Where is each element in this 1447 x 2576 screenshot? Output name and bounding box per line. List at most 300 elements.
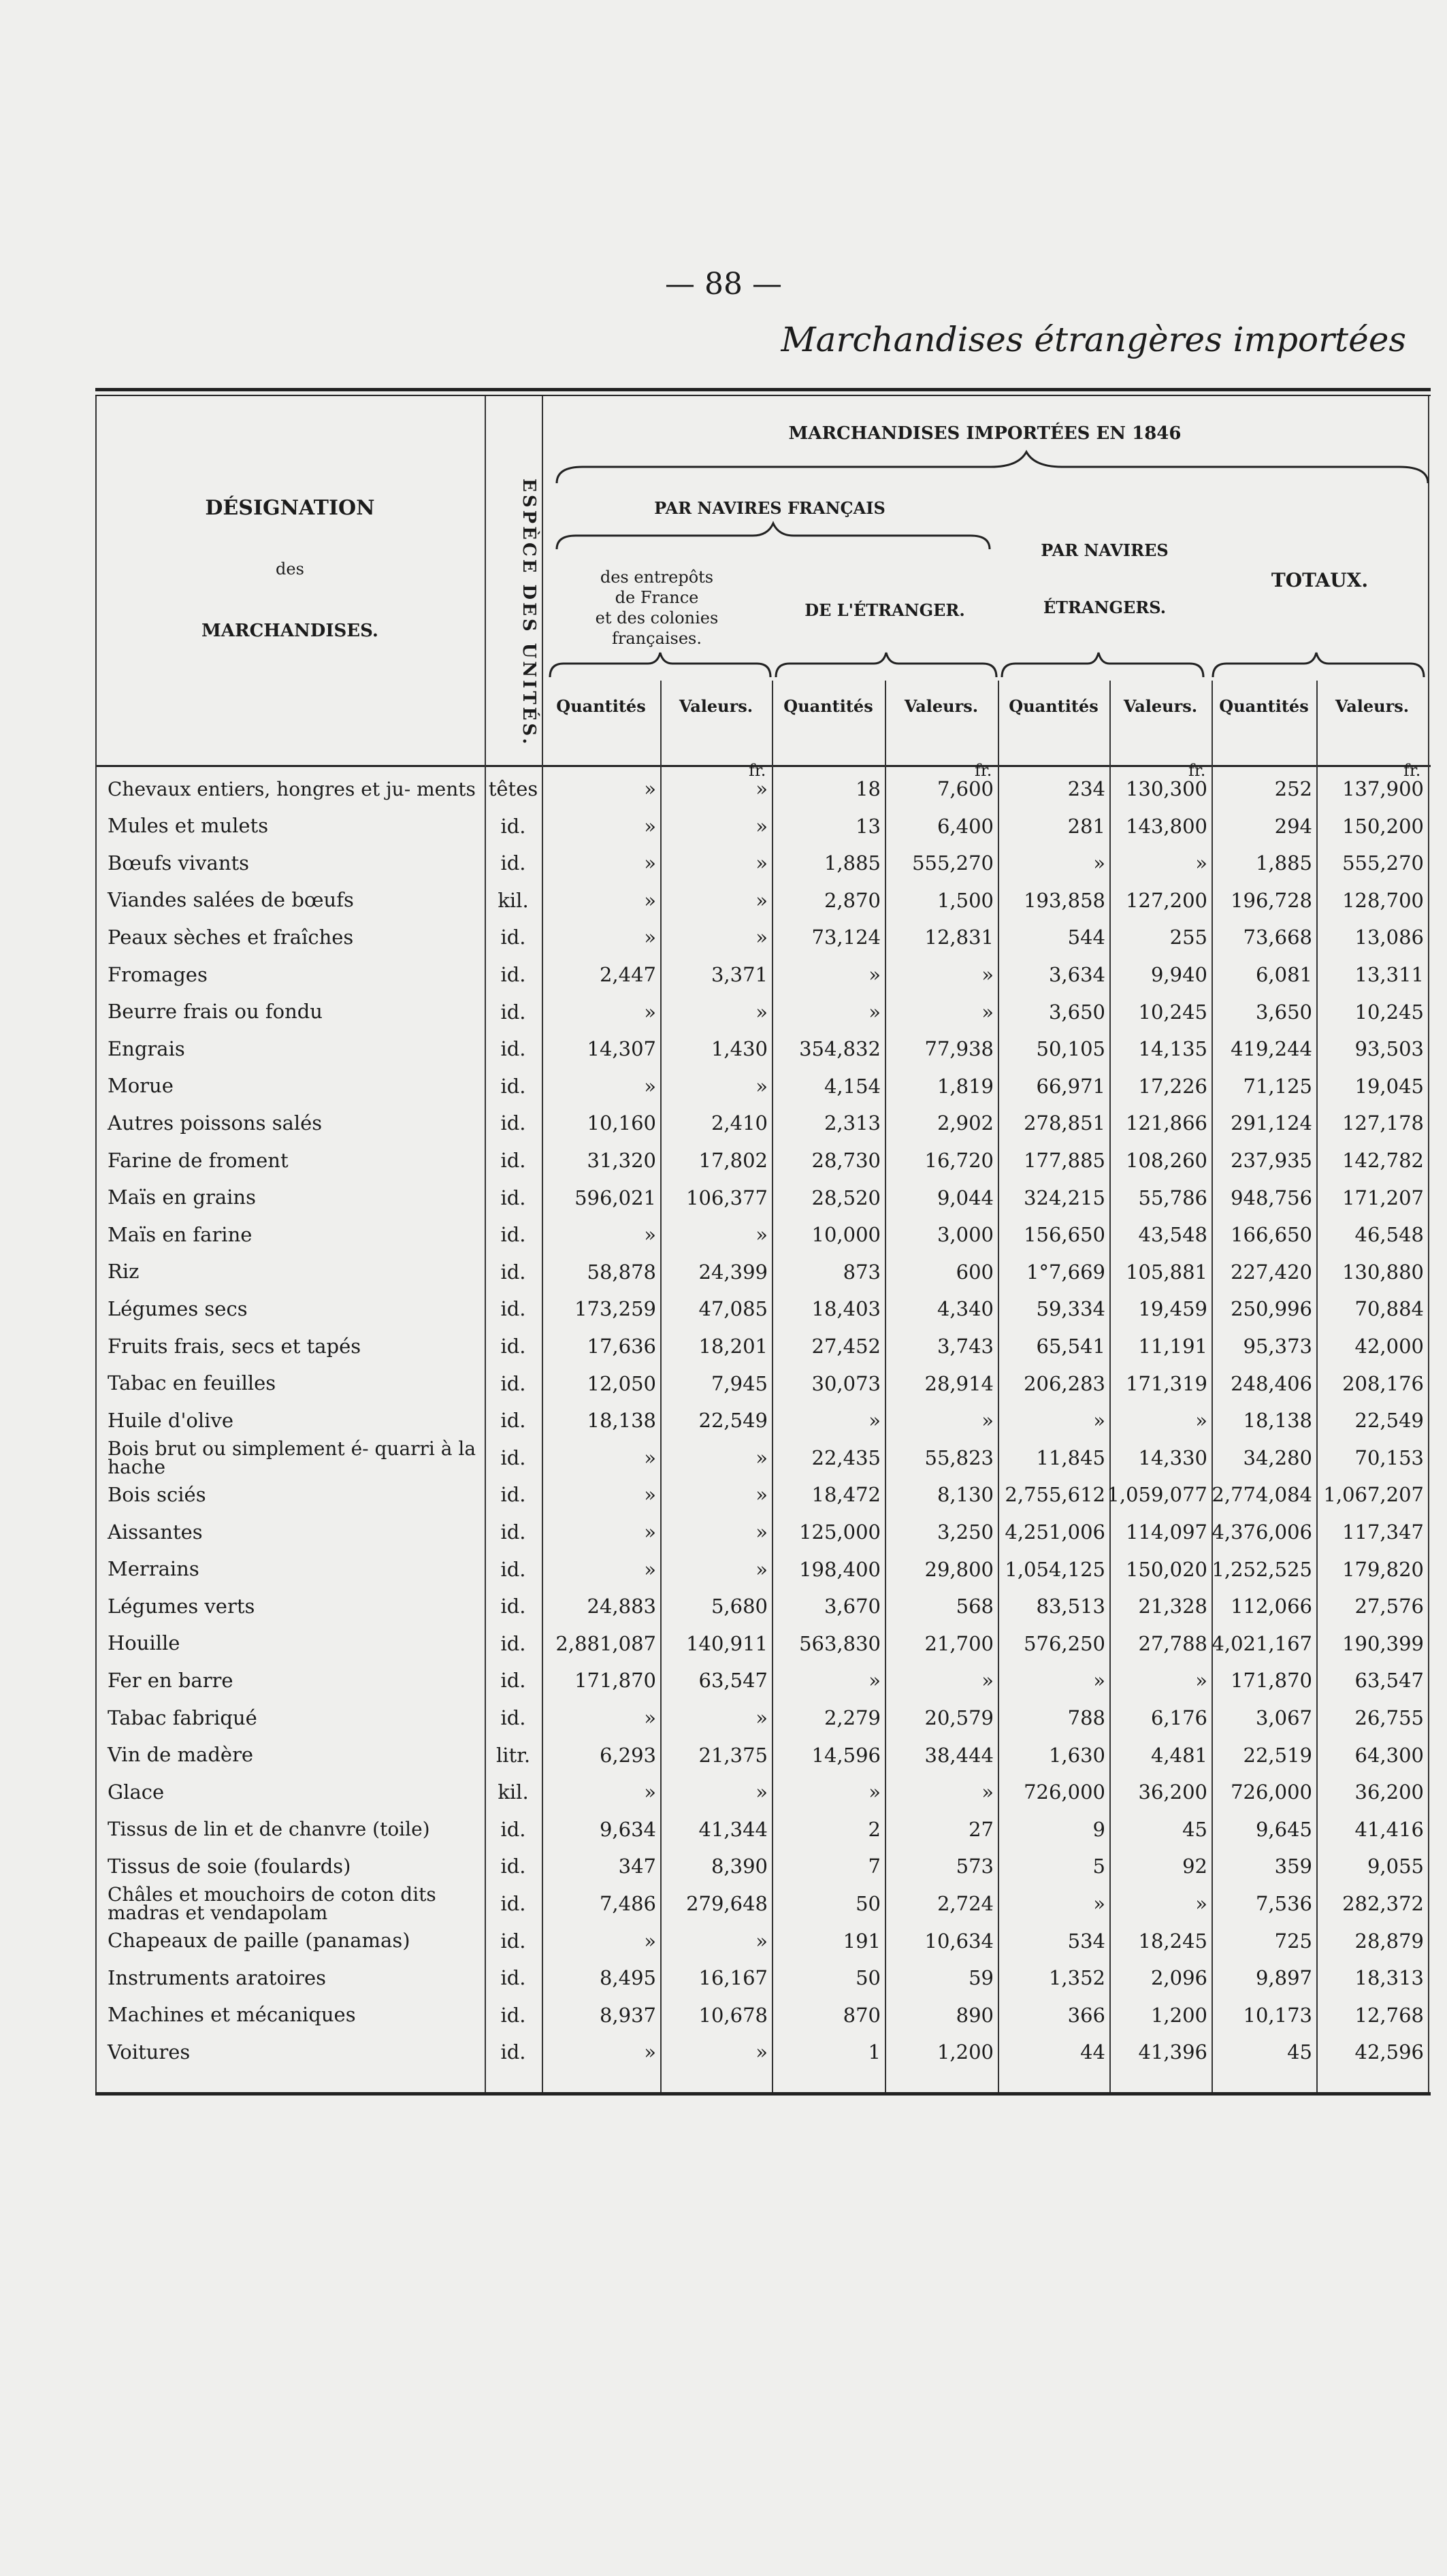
cell-q3: 44: [1080, 2040, 1105, 2064]
table-row: [95, 1811, 1431, 1848]
page-subtitle: Marchandises étrangères importées: [781, 320, 1406, 359]
cell-v1: »: [755, 1446, 768, 1469]
col-q3: Quantités: [1009, 696, 1099, 716]
main-title: MARCHANDISES IMPORTÉES EN 1846: [788, 423, 1182, 444]
cell-unit: id.: [500, 1074, 526, 1098]
col-qt: Quantités: [1219, 696, 1309, 716]
cell-v1: 279,648: [686, 1892, 768, 1915]
cell-q3: 324,215: [1024, 1186, 1105, 1209]
cell-name: Houille: [108, 1631, 180, 1655]
cell-v1: 7,945: [711, 1371, 768, 1395]
cell-q2: 22,435: [811, 1446, 881, 1469]
cell-unit: id.: [500, 1149, 526, 1172]
cell-name: Huile d'olive: [108, 1408, 233, 1432]
cell-vt: 13,086: [1354, 926, 1424, 949]
cell-v2: 38,444: [924, 1743, 994, 1767]
cell-q1: 596,021: [574, 1186, 656, 1209]
cell-qt: 227,420: [1231, 1260, 1312, 1284]
table-row: [95, 1699, 1431, 1736]
cell-q3: 3,634: [1048, 963, 1105, 986]
cell-unit: id.: [500, 2040, 526, 2064]
cell-v1: »: [755, 851, 768, 875]
cell-q3: 193,858: [1024, 888, 1105, 912]
cell-qt: 359: [1274, 1855, 1312, 1878]
cell-unit: id.: [500, 1223, 526, 1247]
cell-v2: 3,250: [937, 1520, 994, 1544]
cell-q2: 2: [868, 1817, 881, 1841]
cell-v2: 890: [956, 2003, 994, 2027]
cell-v1: 47,085: [698, 1297, 768, 1321]
cell-v2: 3,000: [937, 1223, 994, 1247]
cell-q1: »: [644, 1557, 656, 1581]
cell-qt: 18,138: [1243, 1409, 1312, 1433]
cell-q1: »: [644, 1223, 656, 1247]
cell-q3: 1,352: [1048, 1966, 1105, 1990]
col-v3: Valeurs.: [1123, 696, 1198, 716]
cell-q1: »: [644, 1446, 656, 1469]
table-row: [95, 808, 1431, 845]
cell-v3: 55,786: [1138, 1186, 1207, 1209]
table-row: [95, 1402, 1431, 1439]
cell-qt: 6,081: [1255, 963, 1312, 986]
cell-vt: 28,879: [1354, 1929, 1424, 1953]
cell-q3: »: [1093, 851, 1105, 875]
cell-q2: 563,830: [799, 1631, 881, 1655]
cell-v3: 27,788: [1138, 1631, 1207, 1655]
cell-v2: 4,340: [937, 1297, 994, 1321]
cell-q3: 156,650: [1024, 1223, 1105, 1247]
cell-q2: 2,279: [824, 1706, 881, 1729]
cell-vt: 13,311: [1354, 963, 1424, 986]
cell-qt: 294: [1274, 814, 1312, 838]
table-top-rule: [95, 388, 1431, 391]
cell-v1: 18,201: [698, 1335, 768, 1358]
cell-v2: 77,938: [924, 1037, 994, 1061]
cell-q1: »: [644, 1483, 656, 1507]
cell-v2: 8,130: [937, 1483, 994, 1507]
cell-q1: 12,050: [587, 1371, 656, 1395]
cell-vt: 93,503: [1354, 1037, 1424, 1061]
table-row: [95, 956, 1431, 993]
cell-q2: 50: [856, 1892, 881, 1915]
cell-v3: 92: [1182, 1855, 1207, 1878]
cell-vt: 41,416: [1354, 1817, 1424, 1841]
col-v1: Valeurs.: [679, 696, 753, 716]
cell-v3: 6,176: [1150, 1706, 1207, 1729]
cell-v3: 14,330: [1138, 1446, 1207, 1469]
cell-v3: 2,096: [1150, 1966, 1207, 1990]
cell-q3: 1,054,125: [1005, 1557, 1105, 1581]
cell-unit: id.: [500, 1111, 526, 1135]
currency-label-v1: fr.: [749, 761, 766, 780]
cell-vt: 27,576: [1354, 1595, 1424, 1618]
cell-vt: 18,313: [1354, 1966, 1424, 1990]
cell-name: Aissantes: [108, 1520, 203, 1544]
cell-q1: »: [644, 851, 656, 875]
col-q2: Quantités: [783, 696, 873, 716]
cell-vt: 282,372: [1342, 1892, 1424, 1915]
column-pair-braces: [549, 650, 1433, 680]
cell-vt: 70,153: [1354, 1446, 1424, 1469]
cell-qt: 726,000: [1231, 1780, 1312, 1804]
table-row: [95, 1625, 1431, 1662]
page-number: — 88 —: [665, 267, 782, 301]
cell-q1: 2,447: [599, 963, 656, 986]
cell-qt: 1,252,525: [1212, 1557, 1312, 1581]
cell-q2: 3,670: [824, 1595, 881, 1618]
cell-name: Chapeaux de paille (panamas): [108, 1929, 410, 1953]
cell-v3: »: [1195, 1669, 1207, 1693]
cell-qt: 252: [1274, 777, 1312, 800]
cell-name: Chevaux entiers, hongres et ju- ments: [108, 777, 476, 800]
cell-v3: 108,260: [1126, 1149, 1207, 1172]
cell-v3: 121,866: [1126, 1111, 1207, 1135]
cell-v1: »: [755, 1223, 768, 1247]
cell-vt: 22,549: [1354, 1409, 1424, 1433]
cell-q1: 24,883: [587, 1595, 656, 1618]
cell-v3: 11,191: [1138, 1335, 1207, 1358]
table-row: [95, 1848, 1431, 1885]
cell-q3: 726,000: [1024, 1780, 1105, 1804]
cell-vt: 208,176: [1342, 1371, 1424, 1395]
cell-vt: 130,880: [1342, 1260, 1424, 1284]
cell-unit: id.: [500, 1520, 526, 1544]
cell-v2: »: [981, 1409, 994, 1433]
cell-v3: 1,200: [1150, 2003, 1207, 2027]
cell-v2: 1,819: [937, 1074, 994, 1098]
cell-q1: 8,495: [599, 1966, 656, 1990]
cell-unit: id.: [500, 1892, 526, 1915]
cell-v2: 20,579: [924, 1706, 994, 1729]
cell-unit: id.: [500, 1483, 526, 1507]
cell-q2: 18: [856, 777, 881, 800]
cell-unit: id.: [500, 1371, 526, 1395]
cell-name: Tabac fabriqué: [108, 1706, 257, 1729]
cell-q2: 1,885: [824, 851, 881, 875]
cell-q1: »: [644, 1929, 656, 1953]
cell-q1: »: [644, 1706, 656, 1729]
cell-v1: »: [755, 777, 768, 800]
cell-v1: 1,430: [711, 1037, 768, 1061]
cell-v2: 12,831: [924, 926, 994, 949]
french-ships-heading: PAR NAVIRES FRANÇAIS: [654, 498, 885, 518]
cell-q1: 171,870: [574, 1669, 656, 1693]
cell-v2: 555,270: [912, 851, 994, 875]
cell-q2: 2,313: [824, 1111, 881, 1135]
cell-q3: »: [1093, 1409, 1105, 1433]
designation-heading: DÉSIGNATION: [205, 496, 375, 520]
cell-name: Peaux sèches et fraîches: [108, 925, 354, 949]
cell-name: Fer en barre: [108, 1668, 233, 1692]
cell-v3: 18,245: [1138, 1929, 1207, 1953]
cell-v1: »: [755, 1557, 768, 1581]
cell-q2: »: [868, 963, 881, 986]
cell-v1: »: [755, 888, 768, 912]
cell-q3: 4,251,006: [1005, 1520, 1105, 1544]
currency-label-vt: fr.: [1403, 761, 1421, 780]
cell-q2: 2,870: [824, 888, 881, 912]
table-row: [95, 1737, 1431, 1774]
cell-name: Bois sciés: [108, 1482, 206, 1506]
cell-unit: id.: [500, 1186, 526, 1209]
table-row: [95, 1179, 1431, 1216]
cell-q1: 6,293: [599, 1743, 656, 1767]
table-row: [95, 1923, 1431, 1959]
cell-qt: 22,519: [1243, 1743, 1312, 1767]
cell-q3: 278,851: [1024, 1111, 1105, 1135]
cell-q2: 30,073: [811, 1371, 881, 1395]
cell-q3: 11,845: [1036, 1446, 1105, 1469]
cell-v3: 114,097: [1126, 1520, 1207, 1544]
cell-v3: 105,881: [1126, 1260, 1207, 1284]
cell-q3: 534: [1067, 1929, 1105, 1953]
cell-v3: 14,135: [1138, 1037, 1207, 1061]
table-row: [95, 1105, 1431, 1141]
cell-q1: »: [644, 1000, 656, 1024]
cell-name: Engrais: [108, 1037, 185, 1060]
cell-name: Légumes secs: [108, 1297, 248, 1320]
table-bottom-rule: [95, 2092, 1431, 2096]
cell-v1: 140,911: [686, 1631, 768, 1655]
cell-name: Légumes verts: [108, 1594, 255, 1618]
cell-v3: 45: [1182, 1817, 1207, 1841]
cell-q2: 7: [868, 1855, 881, 1878]
cell-q2: »: [868, 1780, 881, 1804]
designation-marchandises: MARCHANDISES.: [201, 621, 378, 641]
cell-v2: 2,724: [937, 1892, 994, 1915]
cell-v2: »: [981, 1669, 994, 1693]
cell-v2: 568: [956, 1595, 994, 1618]
table-row: [95, 2034, 1431, 2070]
cell-name: Instruments aratoires: [108, 1966, 327, 1989]
cell-qt: 196,728: [1231, 888, 1312, 912]
cell-v1: 2,410: [711, 1111, 768, 1135]
cell-q3: 83,513: [1036, 1595, 1105, 1618]
cell-q3: 9: [1092, 1817, 1105, 1841]
cell-v1: 17,802: [698, 1149, 768, 1172]
entrepots-line-2: de France: [615, 588, 699, 607]
cell-name: Maïs en grains: [108, 1186, 256, 1209]
col-v2: Valeurs.: [904, 696, 979, 716]
cell-q3: 177,885: [1024, 1149, 1105, 1172]
cell-q1: 18,138: [587, 1409, 656, 1433]
table-row: [95, 1365, 1431, 1402]
main-title-brace: [555, 449, 1447, 490]
cell-vt: 190,399: [1342, 1631, 1424, 1655]
cell-unit: id.: [500, 1335, 526, 1358]
cell-vt: 12,768: [1354, 2003, 1424, 2027]
cell-vt: 36,200: [1354, 1780, 1424, 1804]
designation-des: des: [276, 559, 304, 578]
cell-q1: 10,160: [587, 1111, 656, 1135]
table-row: [95, 1997, 1431, 2034]
cell-qt: 7,536: [1255, 1892, 1312, 1915]
cell-v2: 6,400: [937, 814, 994, 838]
cell-q3: 50,105: [1036, 1037, 1105, 1061]
table-top-rule-thin: [95, 395, 1431, 396]
cell-name: Morue: [108, 1074, 174, 1098]
cell-v1: 10,678: [698, 2003, 768, 2027]
cell-q3: 66,971: [1036, 1074, 1105, 1098]
cell-v1: 106,377: [686, 1186, 768, 1209]
cell-vt: 19,045: [1354, 1074, 1424, 1098]
cell-v3: 10,245: [1138, 1000, 1207, 1024]
cell-vt: 142,782: [1342, 1149, 1424, 1172]
table-row: [95, 1030, 1431, 1067]
cell-q1: 347: [618, 1855, 656, 1878]
cell-q2: 354,832: [799, 1037, 881, 1061]
cell-name: Beurre frais ou fondu: [108, 1000, 323, 1024]
entrepots-line-1: des entrepôts: [600, 568, 714, 587]
cell-name: Tissus de soie (foulards): [108, 1854, 351, 1878]
cell-v2: 573: [956, 1855, 994, 1878]
cell-v3: 127,200: [1126, 888, 1207, 912]
currency-label-v3: fr.: [1188, 761, 1206, 780]
table-row: [95, 1254, 1431, 1290]
cell-v1: 8,390: [711, 1855, 768, 1878]
table-row: [95, 1514, 1431, 1550]
cell-q1: 17,636: [587, 1335, 656, 1358]
cell-v3: 36,200: [1138, 1780, 1207, 1804]
cell-q2: 13: [856, 814, 881, 838]
cell-name: Mules et mulets: [108, 814, 269, 838]
cell-v1: »: [755, 2040, 768, 2064]
cell-q3: »: [1093, 1892, 1105, 1915]
cell-vt: 9,055: [1367, 1855, 1424, 1878]
table-row: [95, 919, 1431, 956]
cell-v3: 1,059,077: [1107, 1483, 1207, 1507]
cell-v1: 63,547: [698, 1669, 768, 1693]
cell-q3: 788: [1067, 1706, 1105, 1729]
cell-v3: 150,020: [1126, 1557, 1207, 1581]
cell-unit: kil.: [498, 1780, 529, 1804]
cell-unit: id.: [500, 1817, 526, 1841]
cell-q2: 198,400: [799, 1557, 881, 1581]
cell-unit: litr.: [495, 1743, 531, 1767]
imports-table: [95, 388, 1431, 2576]
cell-q2: 1: [868, 2040, 881, 2064]
cell-q3: 2,755,612: [1005, 1483, 1105, 1507]
cell-q2: 125,000: [799, 1520, 881, 1544]
entrepots-line-4: françaises.: [611, 629, 702, 648]
cell-name: Bois brut ou simplement é- quarri à la hache: [108, 1437, 476, 1478]
cell-vt: 26,755: [1354, 1706, 1424, 1729]
cell-v1: 3,371: [711, 963, 768, 986]
cell-unit: kil.: [498, 888, 529, 912]
cell-name: Tabac en feuilles: [108, 1371, 276, 1395]
cell-q2: 18,403: [811, 1297, 881, 1321]
cell-v1: »: [755, 1780, 768, 1804]
cell-unit: id.: [500, 1631, 526, 1655]
unit-type-heading: ESPÈCE DES UNITÉS.: [519, 478, 539, 747]
cell-q2: 4,154: [824, 1074, 881, 1098]
cell-q1: »: [644, 777, 656, 800]
cell-qt: 34,280: [1243, 1446, 1312, 1469]
cell-vt: 137,900: [1342, 777, 1424, 800]
cell-v2: 55,823: [924, 1446, 994, 1469]
cell-v2: 2,902: [937, 1111, 994, 1135]
cell-vt: 64,300: [1354, 1743, 1424, 1767]
cell-name: Viandes salées de bœufs: [108, 888, 354, 912]
cell-qt: 419,244: [1231, 1037, 1312, 1061]
cell-v3: 143,800: [1126, 814, 1207, 838]
cell-unit: id.: [500, 1669, 526, 1693]
cell-unit: id.: [500, 1260, 526, 1284]
cell-qt: 95,373: [1243, 1335, 1312, 1358]
cell-q3: 65,541: [1036, 1335, 1105, 1358]
currency-label-v2: fr.: [975, 761, 992, 780]
cell-v1: »: [755, 926, 768, 949]
totals-heading: TOTAUX.: [1271, 569, 1369, 591]
cell-unit: id.: [500, 1557, 526, 1581]
table-row: [95, 1588, 1431, 1625]
cell-qt: 9,645: [1255, 1817, 1312, 1841]
cell-v2: »: [981, 1780, 994, 1804]
cell-v3: 4,481: [1150, 1743, 1207, 1767]
cell-q2: 27,452: [811, 1335, 881, 1358]
cell-unit: têtes: [488, 777, 538, 800]
cell-name: Machines et mécaniques: [108, 2003, 356, 2027]
cell-v1: »: [755, 814, 768, 838]
cell-v1: »: [755, 1483, 768, 1507]
cell-v2: »: [981, 1000, 994, 1024]
cell-qt: 9,897: [1255, 1966, 1312, 1990]
table-row: [95, 1774, 1431, 1810]
cell-v1: »: [755, 1706, 768, 1729]
cell-name: Maïs en farine: [108, 1222, 253, 1246]
cell-v3: 130,300: [1126, 777, 1207, 800]
cell-q3: 206,283: [1024, 1371, 1105, 1395]
cell-q3: 5: [1092, 1855, 1105, 1878]
cell-v3: »: [1195, 1892, 1207, 1915]
cell-v1: 16,167: [698, 1966, 768, 1990]
cell-unit: id.: [500, 1000, 526, 1024]
cell-v3: 17,226: [1138, 1074, 1207, 1098]
cell-qt: 112,066: [1231, 1595, 1312, 1618]
cell-v3: 21,328: [1138, 1595, 1207, 1618]
cell-q3: 1,630: [1048, 1743, 1105, 1767]
cell-q2: 14,596: [811, 1743, 881, 1767]
cell-v3: 43,548: [1138, 1223, 1207, 1247]
cell-q1: »: [644, 888, 656, 912]
cell-v3: 19,459: [1138, 1297, 1207, 1321]
cell-v1: »: [755, 1929, 768, 1953]
cell-unit: id.: [500, 1037, 526, 1061]
cell-qt: 948,756: [1231, 1186, 1312, 1209]
cell-v2: 600: [956, 1260, 994, 1284]
cell-q1: »: [644, 1520, 656, 1544]
cell-unit: id.: [500, 1706, 526, 1729]
cell-vt: 117,347: [1342, 1520, 1424, 1544]
cell-q1: »: [644, 926, 656, 949]
table-row: [95, 1216, 1431, 1253]
cell-v3: »: [1195, 1409, 1207, 1433]
cell-vt: 42,596: [1354, 2040, 1424, 2064]
cell-q3: 3,650: [1048, 1000, 1105, 1024]
cell-name: Riz: [108, 1260, 140, 1284]
cell-v2: 28,914: [924, 1371, 994, 1395]
cell-q3: 544: [1067, 926, 1105, 949]
cell-qt: 4,376,006: [1212, 1520, 1312, 1544]
cell-unit: id.: [500, 1855, 526, 1878]
cell-v2: 1,200: [937, 2040, 994, 2064]
table-row: [95, 1290, 1431, 1327]
cell-qt: 71,125: [1243, 1074, 1312, 1098]
cell-vt: 1,067,207: [1323, 1483, 1424, 1507]
cell-q1: »: [644, 814, 656, 838]
cell-qt: 10,173: [1243, 2003, 1312, 2027]
cell-unit: id.: [500, 926, 526, 949]
